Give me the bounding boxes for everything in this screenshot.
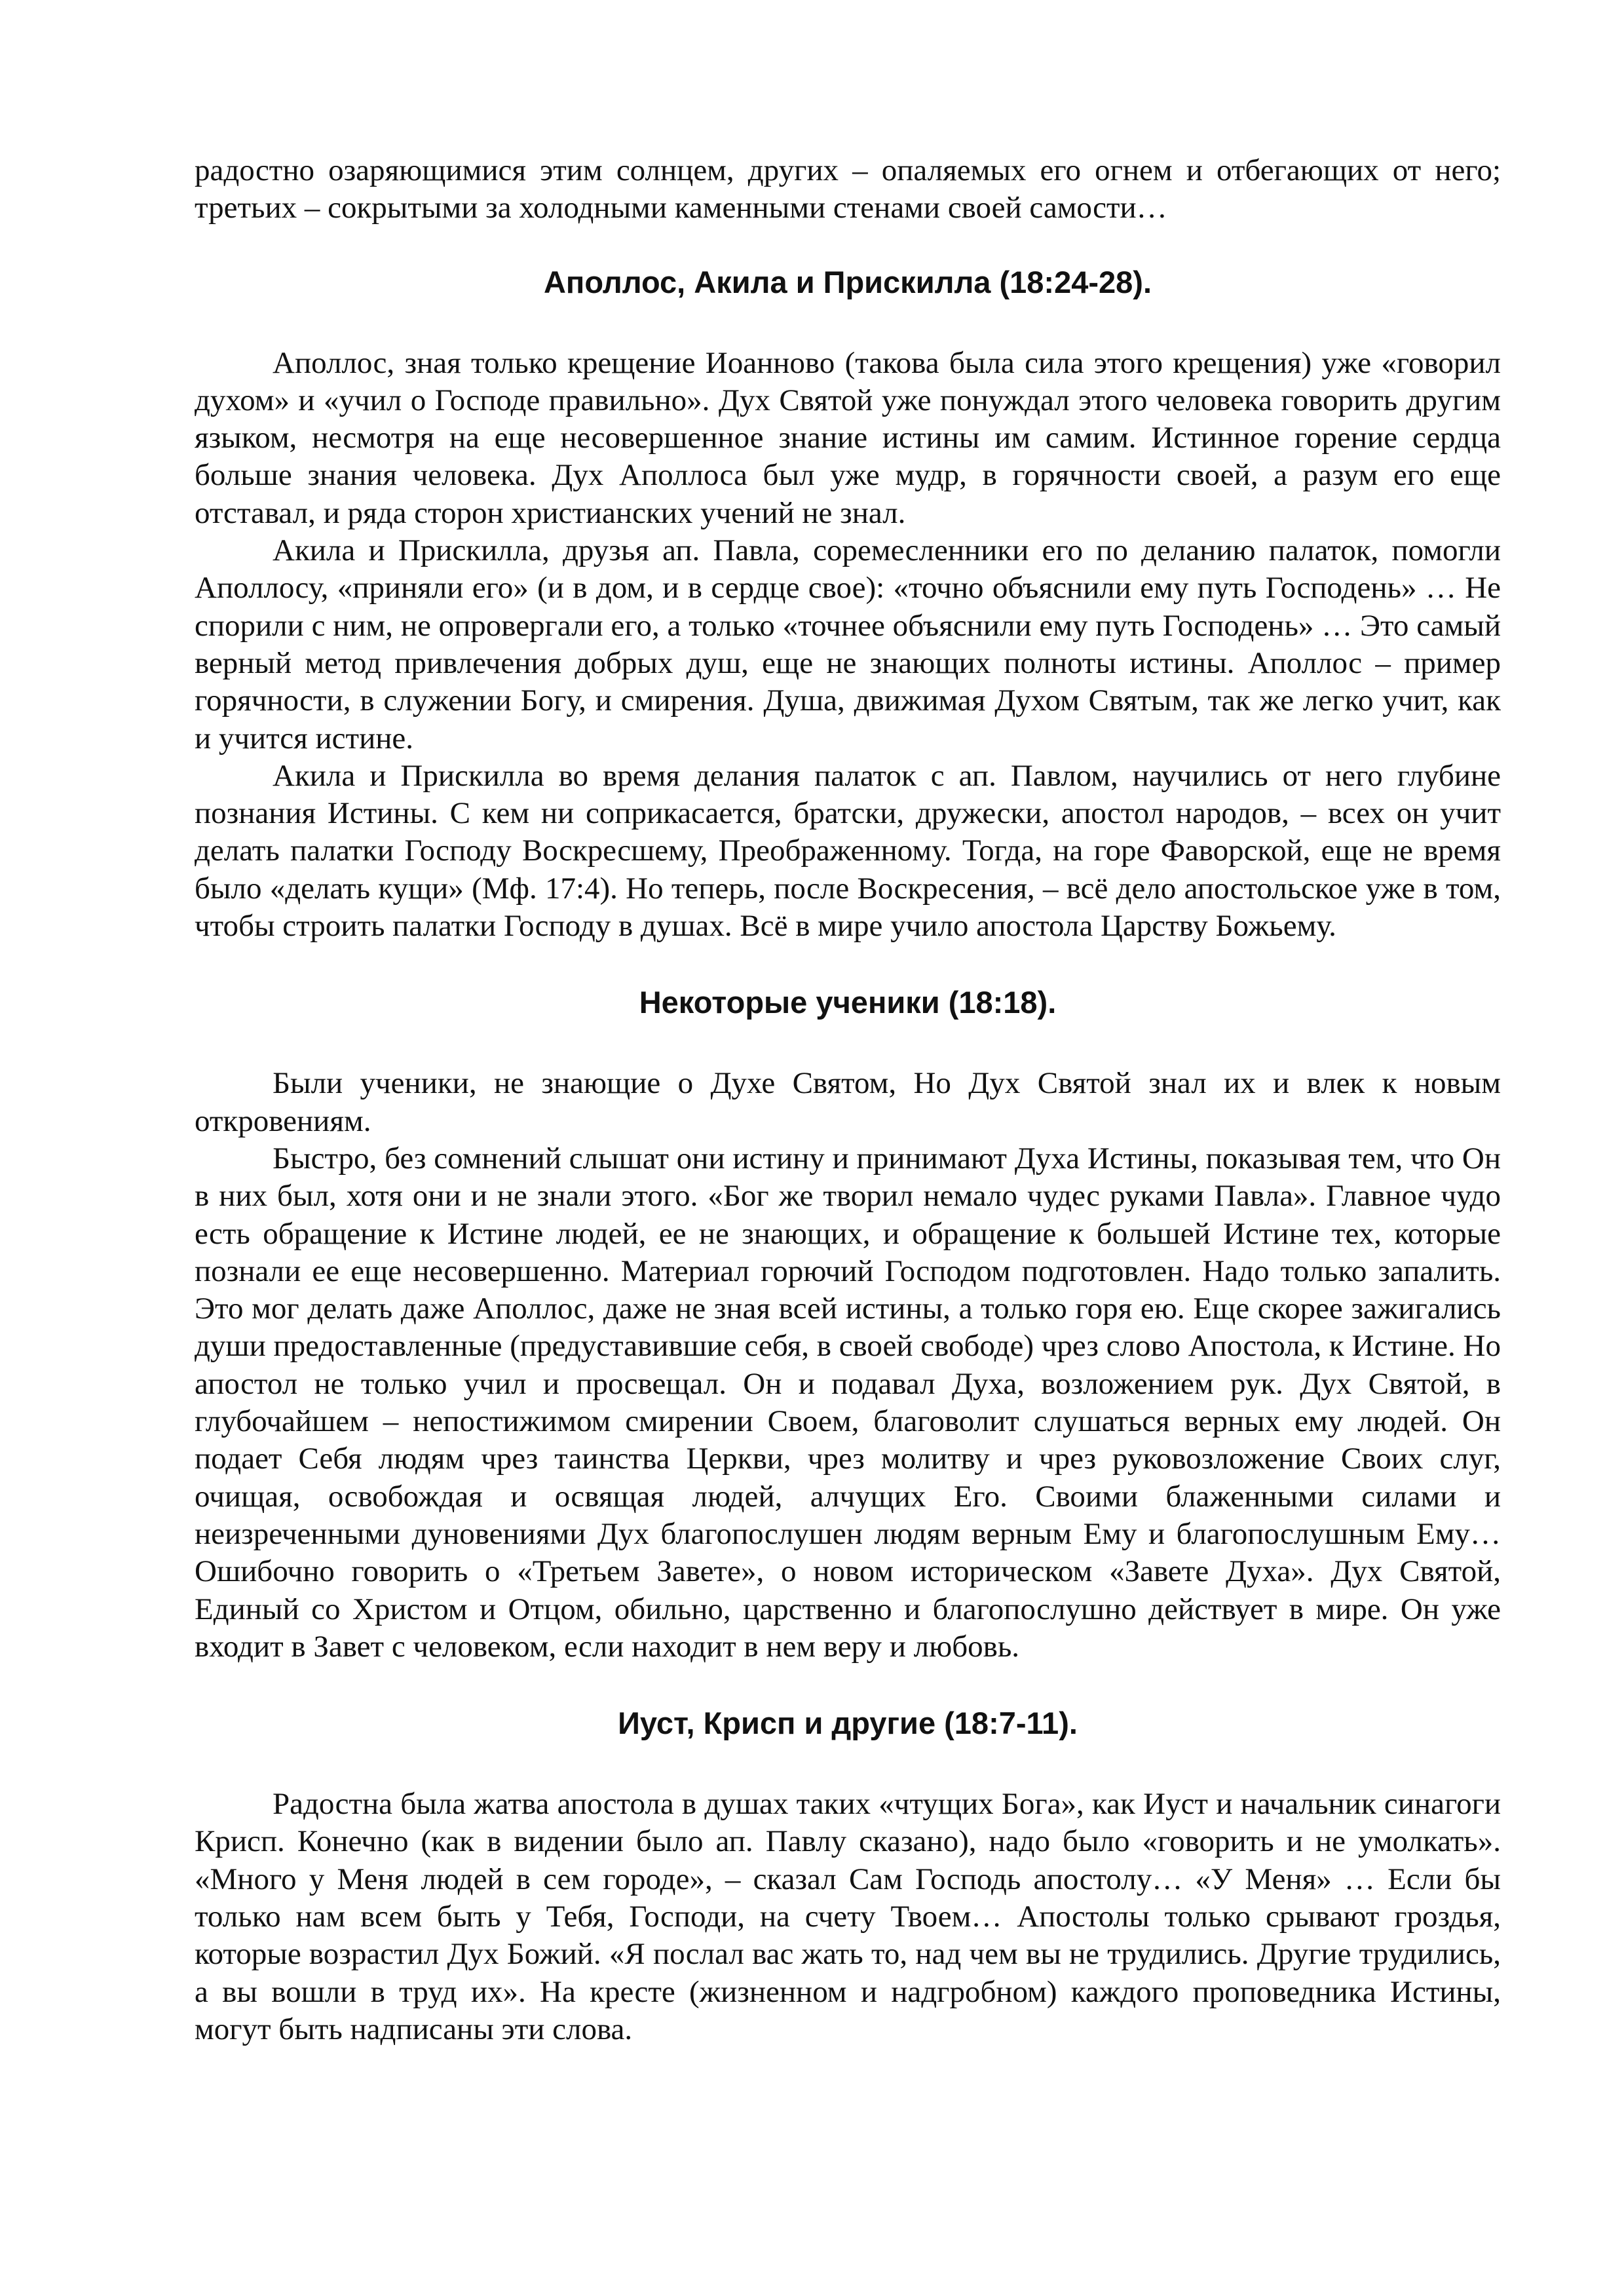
intro-paragraph: радостно озаряющимися этим солнцем, других – опаляемых его огнем и отбегающих от него; третьих – сокрытыми за холодными каменными стенами своей самости… <box>195 153 1501 225</box>
paragraph: Радостна была жатва апостола в душах таких «чтущих Бога», как Иуст и начальник синагоги Крисп. Конечно (как в видении было ап. Павлу сказано), надо было «говорить и не умолкать». «Много у Меня людей в сем городе», – сказал Сам Господь апостолу… «У Меня» … Если бы только нам всем быть у Тебя, Господи, на счету Твоем… Апостолы только срывают гроздья, которые возрастил Дух Божий. «Я послал вас жать то, над чем вы не трудились. Другие трудились, а вы вошли в труд их». На кресте (жизненном и надгробном) каждого проповедника Истины, могут быть надписаны эти слова. <box>195 1787 1501 2046</box>
paragraph: Быстро, без сомнений слышат они истину и принимают Духа Истины, показывая тем, что Он в них был, хотя они и не знали этого. «Бог же творил немало чудес руками Павла». Главное чудо есть обращение к Истине людей, ее не знающих, и обращение к большей Истине тех, которые познали ее еще несовершенно. Материал горючий Господом подготовлен. Надо только запалить. Это мог делать даже Аполлос, даже не зная всей истины, а только горя ею. Еще скорее зажигались души предоставленные (предуставившие себя, в своей свободе) чрез слово Апостола, к Истине. Но апостол не только учил и просвещал. Он и подавал Духа, возложением рук. Дух Святой, в глубочайшем – непостижимом смирении Своем, благоволит слушаться верных ему людей. Он подает Себя людям чрез таинства Церкви, чрез молитву и чрез руковозложение Своих слуг, очищая, освобождая и освящая людей, алчущих Его. Своими блаженными силами и неизреченными дуновениями Дух благопослушен людям верным Ему и благопослушным Ему… Ошибочно говорить о «Третьем Завете», о новом историческом «Завете Духа». Дух Святой, Единый со Христом и Отцом, обильно, царственно и благопослушно действует в мире. Он уже входит в Завет с человеком, если находит в нем веру и любовь. <box>195 1141 1501 1664</box>
document-page <box>195 152 1501 2048</box>
section-heading-justus-crispus: Иуст, Крисп и другие (18:7-11). <box>618 1706 1078 1741</box>
paragraph: Акила и Прискилла, друзья ап. Павла, соремесленники его по деланию палаток, помогли Аполлосу, «приняли его» (и в дом, и в сердце свое): «точно объяснили ему путь Господень» … Не спорили с ним, не опровергали его, а только «точнее объяснили ему путь Господень» … Это самый верный метод привлечения добрых душ, еще не знающих полноты истины. Аполлос – пример горячности, в служении Богу, и смирения. Душа, движимая Духом Святым, так же легко учит, как и учится истине. <box>195 533 1501 756</box>
section-heading-apollos: Аполлос, Акила и Прискилла (18:24-28). <box>543 264 1152 299</box>
section-heading-disciples: Некоторые ученики (18:18). <box>639 985 1057 1020</box>
paragraph: Были ученики, не знающие о Духе Святом, Но Дух Святой знал их и влек к новым откровениям. <box>195 1066 1501 1138</box>
paragraph: Акила и Прискилла во время делания палаток с ап. Павлом, научились от него глубине познания Истины. С кем ни соприкасается, братски, дружески, апостол народов, – всех он учит делать палатки Господу Воскресшему, Преображенному. Тогда, на горе Фаворской, еще не время было «делать кущи» (Мф. 17:4). Но теперь, после Воскресения, – всё дело апостольское уже в том, чтобы строить палатки Господу в душах. Всё в мире учило апостола Царству Божьему. <box>195 758 1501 944</box>
paragraph: Аполлос, зная только крещение Иоанново (такова была сила этого крещения) уже «говорил духом» и «учил о Господе правильно». Дух Святой уже понуждал этого человека говорить другим языком, несмотря на еще несовершенное знание истины им самим. Истинное горение сердца больше знания человека. Дух Аполлоса был уже мудр, в горячности своей, а разум его еще отставал, и ряда сторон христианских учений не знал. <box>195 345 1501 530</box>
